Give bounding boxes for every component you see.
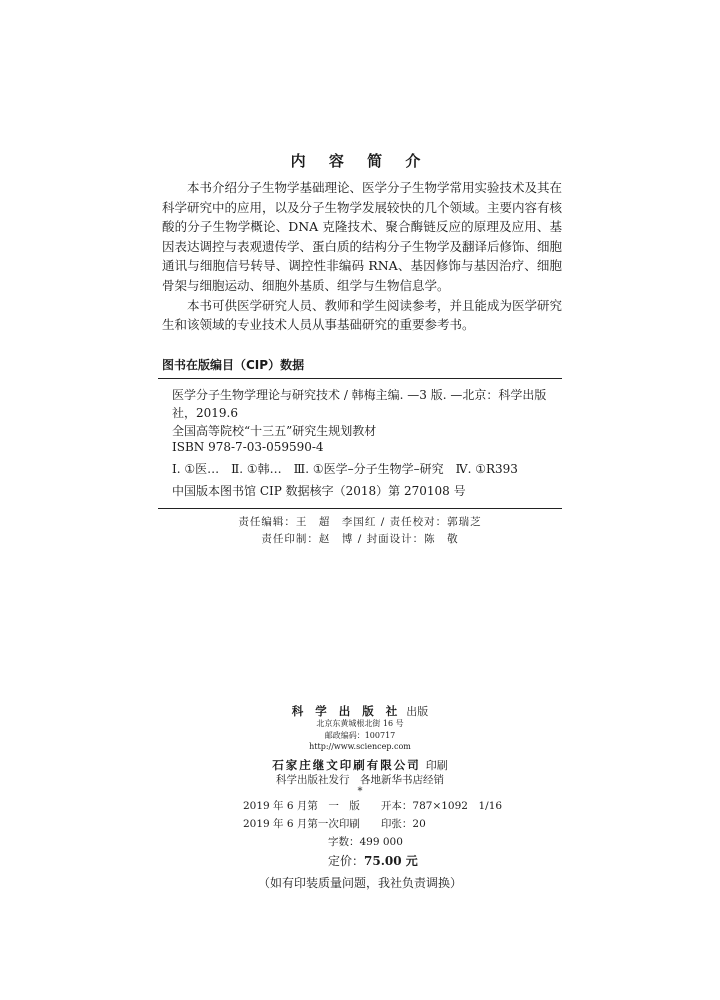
publisher-name: 科 学 出 版 社 <box>291 704 402 718</box>
distribution-line: 科学出版社发行 各地新华书店经销 <box>276 774 444 786</box>
cip-heading: 图书在版编目（CIP）数据 <box>162 358 305 372</box>
cip-line-classification: Ⅰ. ①医… Ⅱ. ①韩… Ⅲ. ①医学–分子生物学–研究 Ⅳ. ①R393 <box>172 462 518 476</box>
intro-paragraph-1: 本书介绍分子生物学基础理论、医学分子生物学常用实验技术及其在科学研究中的应用，以及分子生物学发展较快的几个领域。主要内容有核酸的分子生物学概论、DNA 克隆技术、聚合酶链反应的原理及应用、基因表达调控与表观遗传学、蛋白质的结构分子生物学及翻译后修饰、细胞通讯与细胞信号转导、调控性非编码 RNA、基因修饰与基因治疗、细胞骨架与细胞运动、细胞外基质、组学与生物信息学。 <box>162 180 563 293</box>
publisher-suffix: 出版 <box>406 705 429 718</box>
publisher-postcode: 邮政编码：100717 <box>324 731 396 740</box>
printer-name: 石家庄继文印刷有限公司 <box>272 758 421 772</box>
price-line <box>328 852 418 869</box>
separator-star: * <box>357 786 363 797</box>
publisher-line <box>0 700 720 719</box>
credits-line-2: 责任印制：赵 博 / 封面设计：陈 敬 <box>261 533 459 545</box>
printer-line <box>0 754 720 773</box>
wordcount-line: 字数：499 000 <box>328 836 403 848</box>
credits-line-1: 责任编辑：王 超 李国红 / 责任校对：郭瑞芝 <box>238 516 482 528</box>
cip-line-record: 中国版本图书馆 CIP 数据核字（2018）第 270108 号 <box>172 484 466 498</box>
publisher-address: 北京东黄城根北街 16 号 <box>316 719 404 728</box>
cip-line-title: 医学分子生物学理论与研究技术 / 韩梅主编. —3 版. —北京：科学出版 <box>172 388 547 402</box>
price-value: 75.00 元 <box>364 854 418 868</box>
quality-notice: （如有印装质量问题，我社负责调换） <box>257 876 462 890</box>
cip-top-rule <box>158 378 562 379</box>
printing-line: 2019 年 6 月第一次印刷 印张：20 <box>243 818 426 830</box>
price-label: 定价： <box>328 854 365 868</box>
page-title: 内 容 简 介 <box>290 152 430 170</box>
cip-line-date: 社，2019.6 <box>172 406 238 420</box>
edition-line: 2019 年 6 月第 一 版 开本：787×1092 1/16 <box>243 800 503 812</box>
cip-block <box>172 386 564 506</box>
printer-suffix: 印刷 <box>425 759 448 772</box>
publisher-url: http://www.sciencep.com <box>309 742 411 751</box>
cip-line-isbn: ISBN 978-7-03-059590-4 <box>172 440 324 454</box>
cip-line-series: 全国高等院校“十三五”研究生规划教材 <box>172 424 377 438</box>
intro-section <box>162 178 562 335</box>
cip-bottom-rule <box>158 508 562 509</box>
intro-paragraph-2: 本书可供医学研究人员、教师和学生阅读参考，并且能成为医学研究生和该领域的专业技术人员从事基础研究的重要参考书。 <box>162 297 563 333</box>
